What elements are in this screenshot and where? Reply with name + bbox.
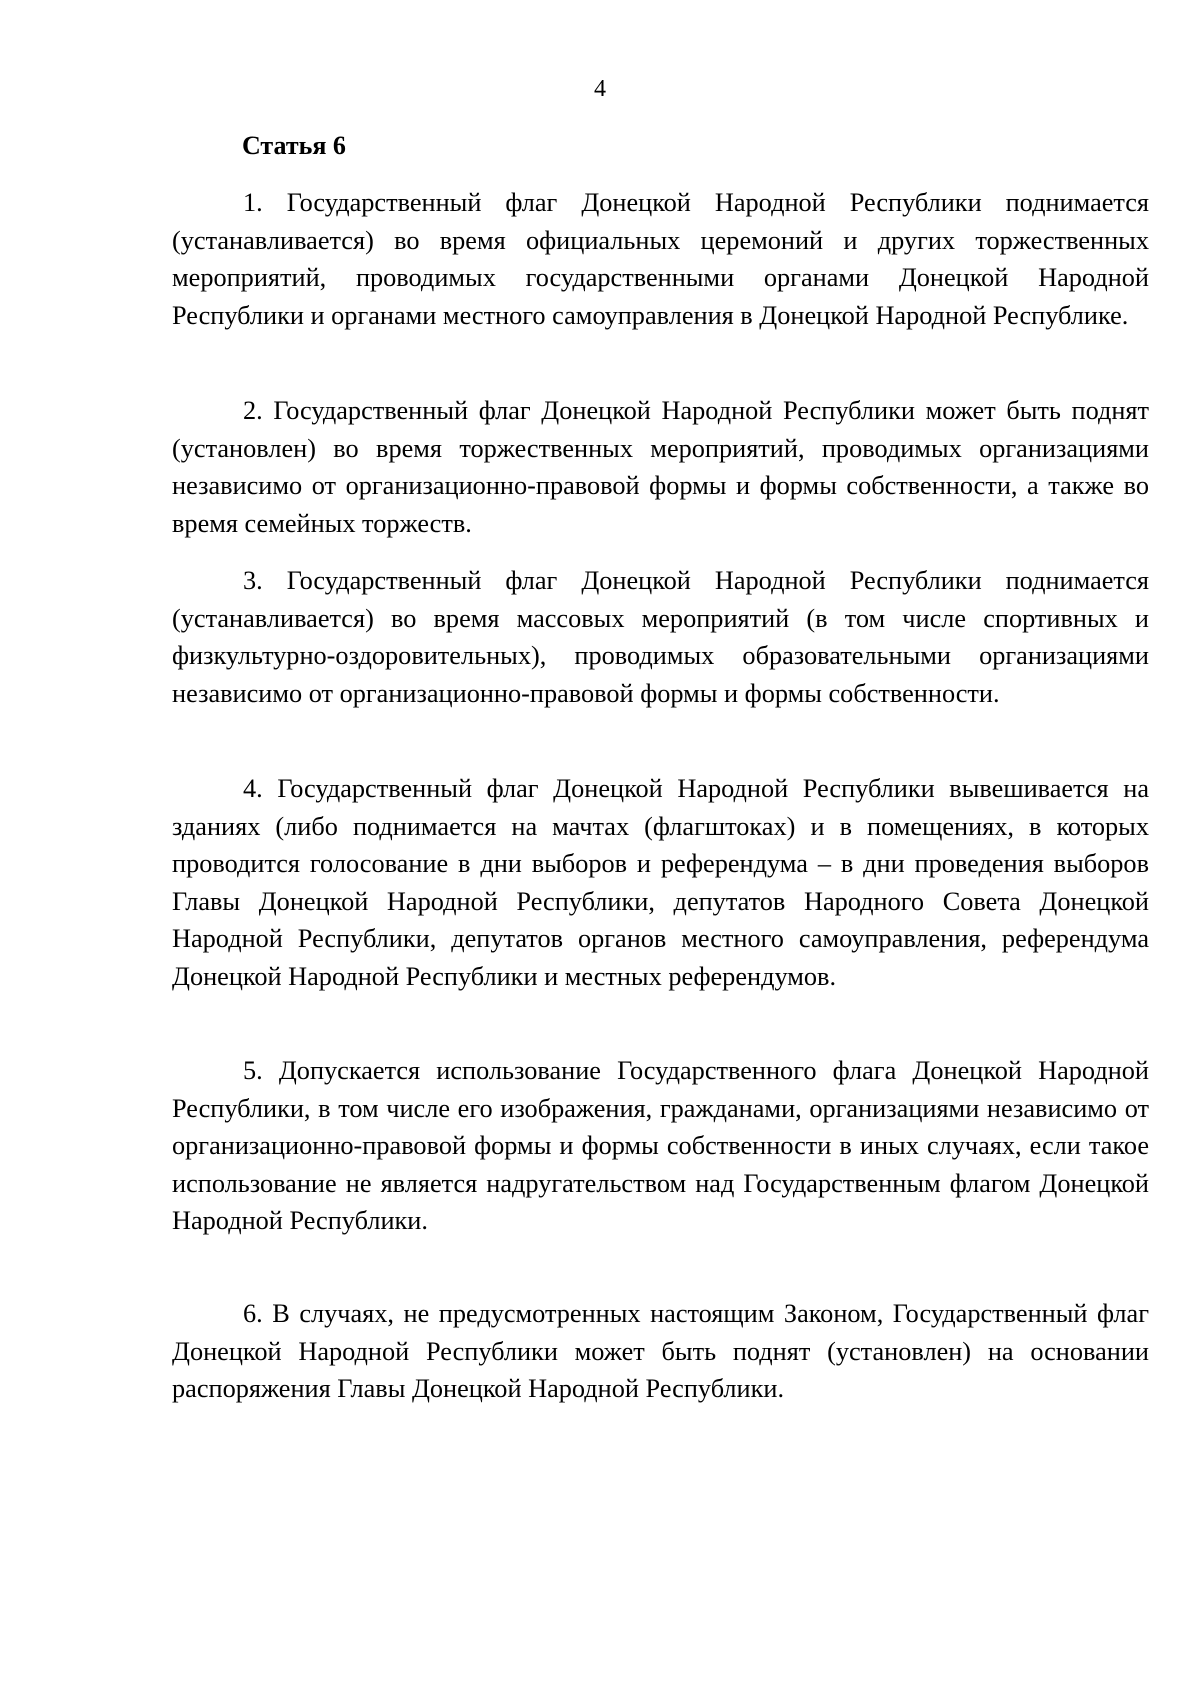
paragraph-5: 5. Допускается использование Государственного флага Донецкой Народной Республики, в том числе его изображения, гражданами, организациями независимо от организационно-правовой формы и формы собственности в иных случаях, если такое использование не является надругательством над Государственным флагом Донецкой Народной Республики. [172,1056,1149,1235]
paragraph-1: 1. Государственный флаг Донецкой Народной Республики поднимается (устанавливается) во время официальных церемоний и других торжественных мероприятий, проводимых государственными органами Донецкой Народной Республики и органами местного самоуправления в Донецкой Народной Республике. [172,188,1149,330]
paragraph-2: 2. Государственный флаг Донецкой Народной Республики может быть поднят (установлен) во время торжественных мероприятий, проводимых организациями независимо от организационно-правовой формы и формы собственности, а также во время семейных торжеств. [172,396,1149,538]
paragraph-4: 4. Государственный флаг Донецкой Народной Республики вывешивается на зданиях (либо поднимается на мачтах (флагштоках) и в помещениях, в которых проводится голосование в дни выборов и референдума – в дни проведения выборов Главы Донецкой Народной Республики, депутатов Народного Совета Донецкой Народной Республики, депутатов органов местного самоуправления, референдума Донецкой Народной Республики и местных референдумов. [172,774,1149,991]
paragraph-6: 6. В случаях, не предусмотренных настоящим Законом, Государственный флаг Донецкой Народной Республики может быть поднят (установлен) на основании распоряжения Главы Донецкой Народной Республики. [172,1299,1149,1403]
page-number: 4 [594,76,606,102]
paragraph-3: 3. Государственный флаг Донецкой Народной Республики поднимается (устанавливается) во время массовых мероприятий (в том числе спортивных и физкультурно-оздоровительных), проводимых образовательными организациями независимо от организационно-правовой формы и формы собственности. [172,566,1149,708]
article-heading: Статья 6 [242,131,346,160]
